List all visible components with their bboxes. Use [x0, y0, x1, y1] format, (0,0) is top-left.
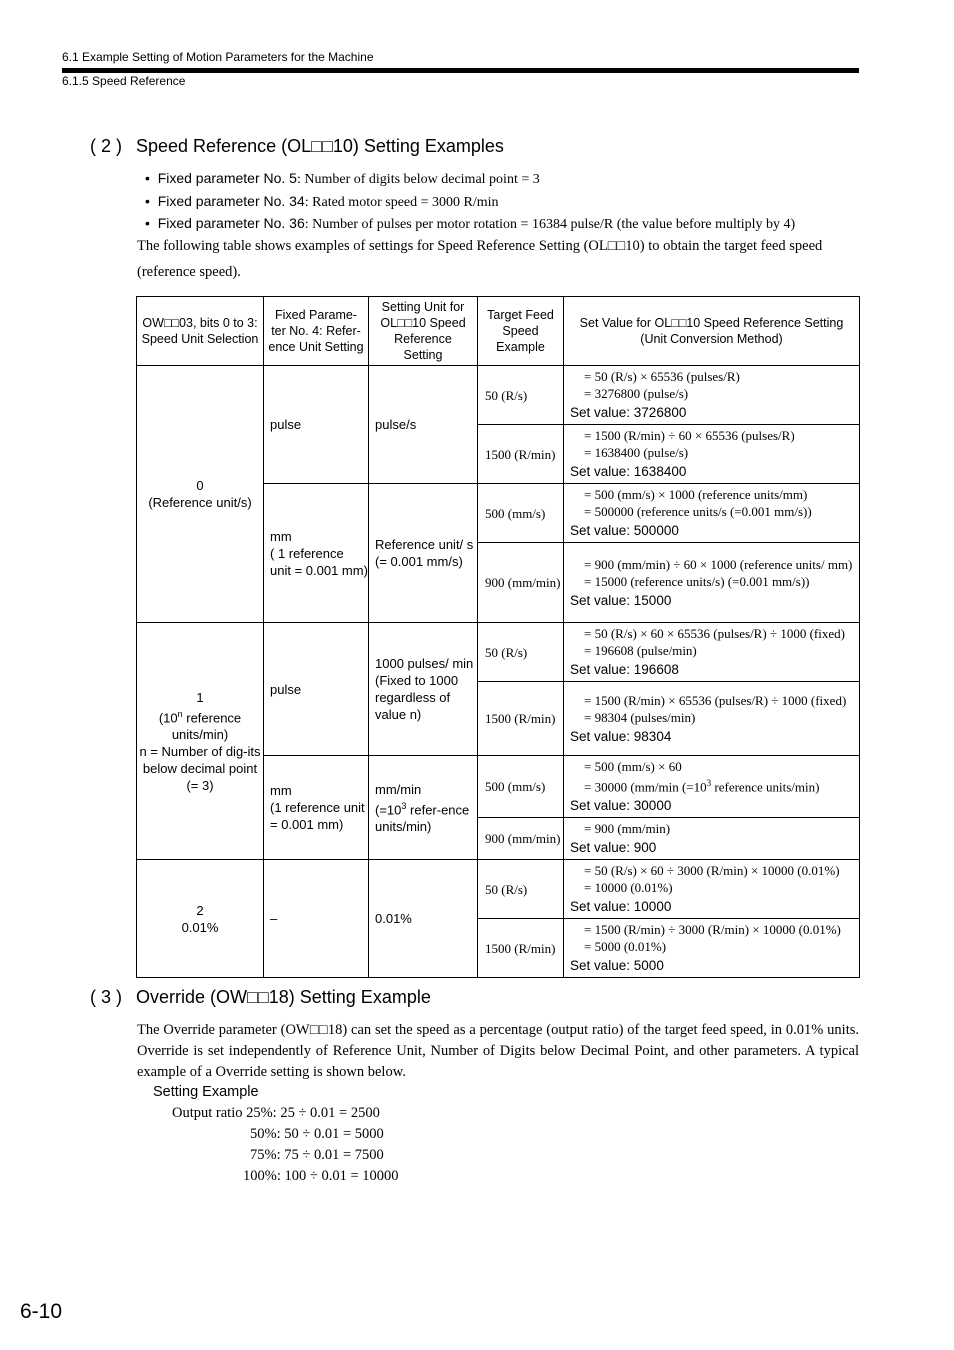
set-value-cell: = 900 (mm/min) Set value: 900 [564, 818, 860, 860]
target-speed-cell: 1500 (R/min) [478, 682, 564, 756]
set-value-cell: = 1500 (R/min) × 65536 (pulses/R) ÷ 1000 (fixed) = 98304 (pulses/min) Set value: 98304 [564, 682, 860, 756]
header-speed-unit: OW□□03, bits 0 to 3: Speed Unit Selection [137, 297, 264, 366]
set-value-cell: = 50 (R/s) × 60 ÷ 3000 (R/min) × 10000 (0.01%) = 10000 (0.01%) Set value: 10000 [564, 860, 860, 919]
section-3-heading [90, 987, 431, 1008]
running-header-subsection: 6.1.5 Speed Reference [62, 74, 186, 88]
header-set-value: Set Value for OL□□10 Speed Reference Setting (Unit Conversion Method) [564, 297, 860, 366]
reference-unit-cell: mm (1 reference unit = 0.001 mm) [264, 756, 369, 860]
section-2-title: Speed Reference (OL□□10) Setting Examples [136, 136, 504, 156]
calc-line: Output ratio 25%: 25 ÷ 0.01 = 2500 [172, 1105, 380, 1121]
reference-unit-cell: pulse [264, 366, 369, 484]
target-speed-cell: 900 (mm/min) [478, 543, 564, 623]
calc-line: 75%: 75 ÷ 0.01 = 7500 [250, 1147, 384, 1163]
section-2-heading [90, 136, 504, 157]
set-value-cell: = 900 (mm/min) ÷ 60 × 1000 (reference units/ mm) = 15000 (reference units/s) (=0.001 mm/s)) Set value: 15000 [564, 543, 860, 623]
setting-unit-cell: 0.01% [369, 860, 478, 978]
intro-paragraph-line1: The following table shows examples of settings for Speed Reference Setting (OL□□10) to obtain the target feed speed [137, 238, 823, 254]
header-setting-unit: Setting Unit for OL□□10 Speed Reference Setting [369, 297, 478, 366]
target-speed-cell: 1500 (R/min) [478, 919, 564, 978]
header-target-speed: Target Feed Speed Example [478, 297, 564, 366]
intro-paragraph-line2: (reference speed). [137, 264, 241, 280]
speed-unit-cell: 0 (Reference unit/s) [137, 366, 264, 623]
setting-unit-cell: Reference unit/ s (= 0.001 mm/s) [369, 484, 478, 623]
setting-unit-cell: pulse/s [369, 366, 478, 484]
set-value-cell: = 1500 (R/min) ÷ 3000 (R/min) × 10000 (0.01%) = 5000 (0.01%) Set value: 5000 [564, 919, 860, 978]
bullet-item: • Fixed parameter No. 5: Number of digits below decimal point = 3 [145, 170, 540, 187]
table-row [137, 366, 860, 425]
set-value-cell: = 500 (mm/s) × 1000 (reference units/mm) = 500000 (reference units/s (=0.001 mm/s)) Set value: 500000 [564, 484, 860, 543]
section-2-number: ( 2 ) [90, 136, 123, 156]
header-reference-unit: Fixed Parame-ter No. 4: Refer-ence Unit Setting [264, 297, 369, 366]
calc-line: 100%: 100 ÷ 0.01 = 10000 [243, 1168, 399, 1184]
running-header-section: 6.1 Example Setting of Motion Parameters for the Machine [62, 50, 374, 64]
table-row [137, 623, 860, 682]
section-3-title: Override (OW□□18) Setting Example [136, 987, 431, 1007]
speed-unit-cell: 1 (10$^n$ reference units/min) n = Number of dig-its below decimal point (= 3) [137, 623, 264, 860]
target-speed-cell: 900 (mm/min) [478, 818, 564, 860]
page-number: 6-10 [20, 1300, 63, 1323]
set-value-cell: = 1500 (R/min) ÷ 60 × 65536 (pulses/R) = 1638400 (pulse/s) Set value: 1638400 [564, 425, 860, 484]
setting-unit-cell: 1000 pulses/ min (Fixed to 1000 regardless of value n) [369, 623, 478, 756]
set-value-cell: = 500 (mm/s) × 60 = 30000 (mm/min ($=10^3$ reference units/min) Set value: 30000 [564, 756, 860, 818]
override-paragraph: The Override parameter (OW□□18) can set the speed as a percentage (output ratio) of the target feed speed, in 0.01% units. Override is set independently of Reference Unit, Number of Digits below Decimal Point, and other parameters. A typical example of a Override setting is shown below. [137, 1022, 859, 1080]
speed-reference-table [136, 296, 860, 978]
reference-unit-cell: mm ( 1 reference unit = 0.001 mm) [264, 484, 369, 623]
target-speed-cell: 50 (R/s) [478, 366, 564, 425]
section-3-number: ( 3 ) [90, 987, 123, 1007]
target-speed-cell: 500 (mm/s) [478, 484, 564, 543]
target-speed-cell: 50 (R/s) [478, 623, 564, 682]
calc-line: 50%: 50 ÷ 0.01 = 5000 [250, 1126, 384, 1142]
reference-unit-cell: pulse [264, 623, 369, 756]
bullet-item: • Fixed parameter No. 36: Number of pulses per motor rotation = 16384 pulse/R (the value before multiply by 4) [145, 215, 796, 232]
speed-unit-cell: 2 0.01% [137, 860, 264, 978]
table-header-row [137, 297, 860, 366]
set-value-cell: = 50 (R/s) × 65536 (pulses/R) = 3276800 (pulse/s) Set value: 3726800 [564, 366, 860, 425]
reference-unit-cell: – [264, 860, 369, 978]
setting-example-label: Setting Example [153, 1084, 259, 1100]
target-speed-cell: 1500 (R/min) [478, 425, 564, 484]
table-row [137, 860, 860, 919]
set-value-cell: = 50 (R/s) × 60 × 65536 (pulses/R) ÷ 1000 (fixed) = 196608 (pulse/min) Set value: 196608 [564, 623, 860, 682]
bullet-item: • Fixed parameter No. 34: Rated motor speed = 3000 R/min [145, 193, 499, 210]
setting-unit-cell: mm/min ($=10^3$ refer-ence units/min) [369, 756, 478, 860]
header-rule [62, 68, 859, 73]
target-speed-cell: 50 (R/s) [478, 860, 564, 919]
target-speed-cell: 500 (mm/s) [478, 756, 564, 818]
